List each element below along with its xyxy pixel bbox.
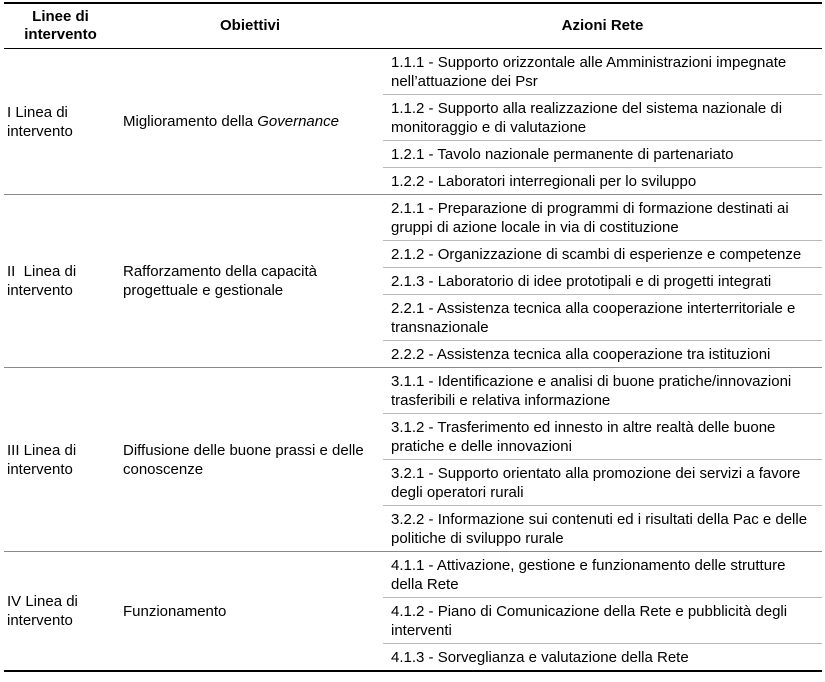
azione-cell: 1.1.2 - Supporto alla realizzazione del sistema nazionale di monitoraggio e di valutazione (383, 95, 822, 141)
obiettivo-cell: Diffusione delle buone prassi e delle conoscenze (117, 368, 383, 552)
azione-cell: 2.1.3 - Laboratorio di idee prototipali e di progetti integrati (383, 268, 822, 295)
azione-cell: 3.2.2 - Informazione sui contenuti ed i risultati della Pac e delle politiche di sviluppo rurale (383, 506, 822, 552)
header-obiettivi: Obiettivi (117, 3, 383, 49)
actions-table (4, 2, 822, 672)
azione-cell: 4.1.2 - Piano di Comunicazione della Rete e pubblicità degli interventi (383, 598, 822, 644)
azione-cell: 1.2.2 - Laboratori interregionali per lo sviluppo (383, 168, 822, 195)
linea-cell: IV Linea di intervento (7, 593, 78, 629)
linea-cell: III Linea di intervento (4, 368, 117, 552)
linea-cell: I Linea di intervento (4, 49, 117, 195)
azione-cell: 2.2.1 - Assistenza tecnica alla cooperazione interterritoriale e transnazionale (383, 295, 822, 341)
obiettivo-cell: Rafforzamento della capacità progettuale e gestionale (117, 195, 383, 368)
table-row (4, 368, 822, 414)
azione-cell: 1.2.1 - Tavolo nazionale permanente di partenariato (383, 141, 822, 168)
header-azioni: Azioni Rete (383, 3, 822, 49)
header-linee: Linee di intervento (4, 3, 117, 49)
header-row (4, 3, 822, 49)
azione-cell: 4.1.3 - Sorveglianza e valutazione della Rete (391, 649, 689, 666)
obiettivo-cell: Miglioramento della Governance (117, 49, 383, 195)
azione-cell: 2.2.2 - Assistenza tecnica alla cooperazione tra istituzioni (383, 341, 822, 368)
azione-cell: 3.1.1 - Identificazione e analisi di buone pratiche/innovazioni trasferibili e relativa informazione (383, 368, 822, 414)
linea-cell: II Linea di intervento (4, 195, 117, 368)
azione-cell: 2.1.2 - Organizzazione di scambi di esperienze e competenze (383, 241, 822, 268)
table-row (4, 49, 822, 95)
azione-cell: 2.1.1 - Preparazione di programmi di formazione destinati ai gruppi di azione locale in via di costituzione (383, 195, 822, 241)
azione-cell: 3.1.2 - Trasferimento ed innesto in altre realtà delle buone pratiche e delle innovazioni (383, 414, 822, 460)
azione-cell: 1.1.1 - Supporto orizzontale alle Amministrazioni impegnate nell’attuazione dei Psr (383, 49, 822, 95)
azione-cell: 4.1.1 - Attivazione, gestione e funzionamento delle strutture della Rete (383, 552, 822, 598)
table-row (4, 195, 822, 241)
obiettivo-cell: Funzionamento (123, 602, 227, 620)
azione-cell: 3.2.1 - Supporto orientato alla promozione dei servizi a favore degli operatori rurali (383, 460, 822, 506)
table-row (4, 552, 822, 598)
